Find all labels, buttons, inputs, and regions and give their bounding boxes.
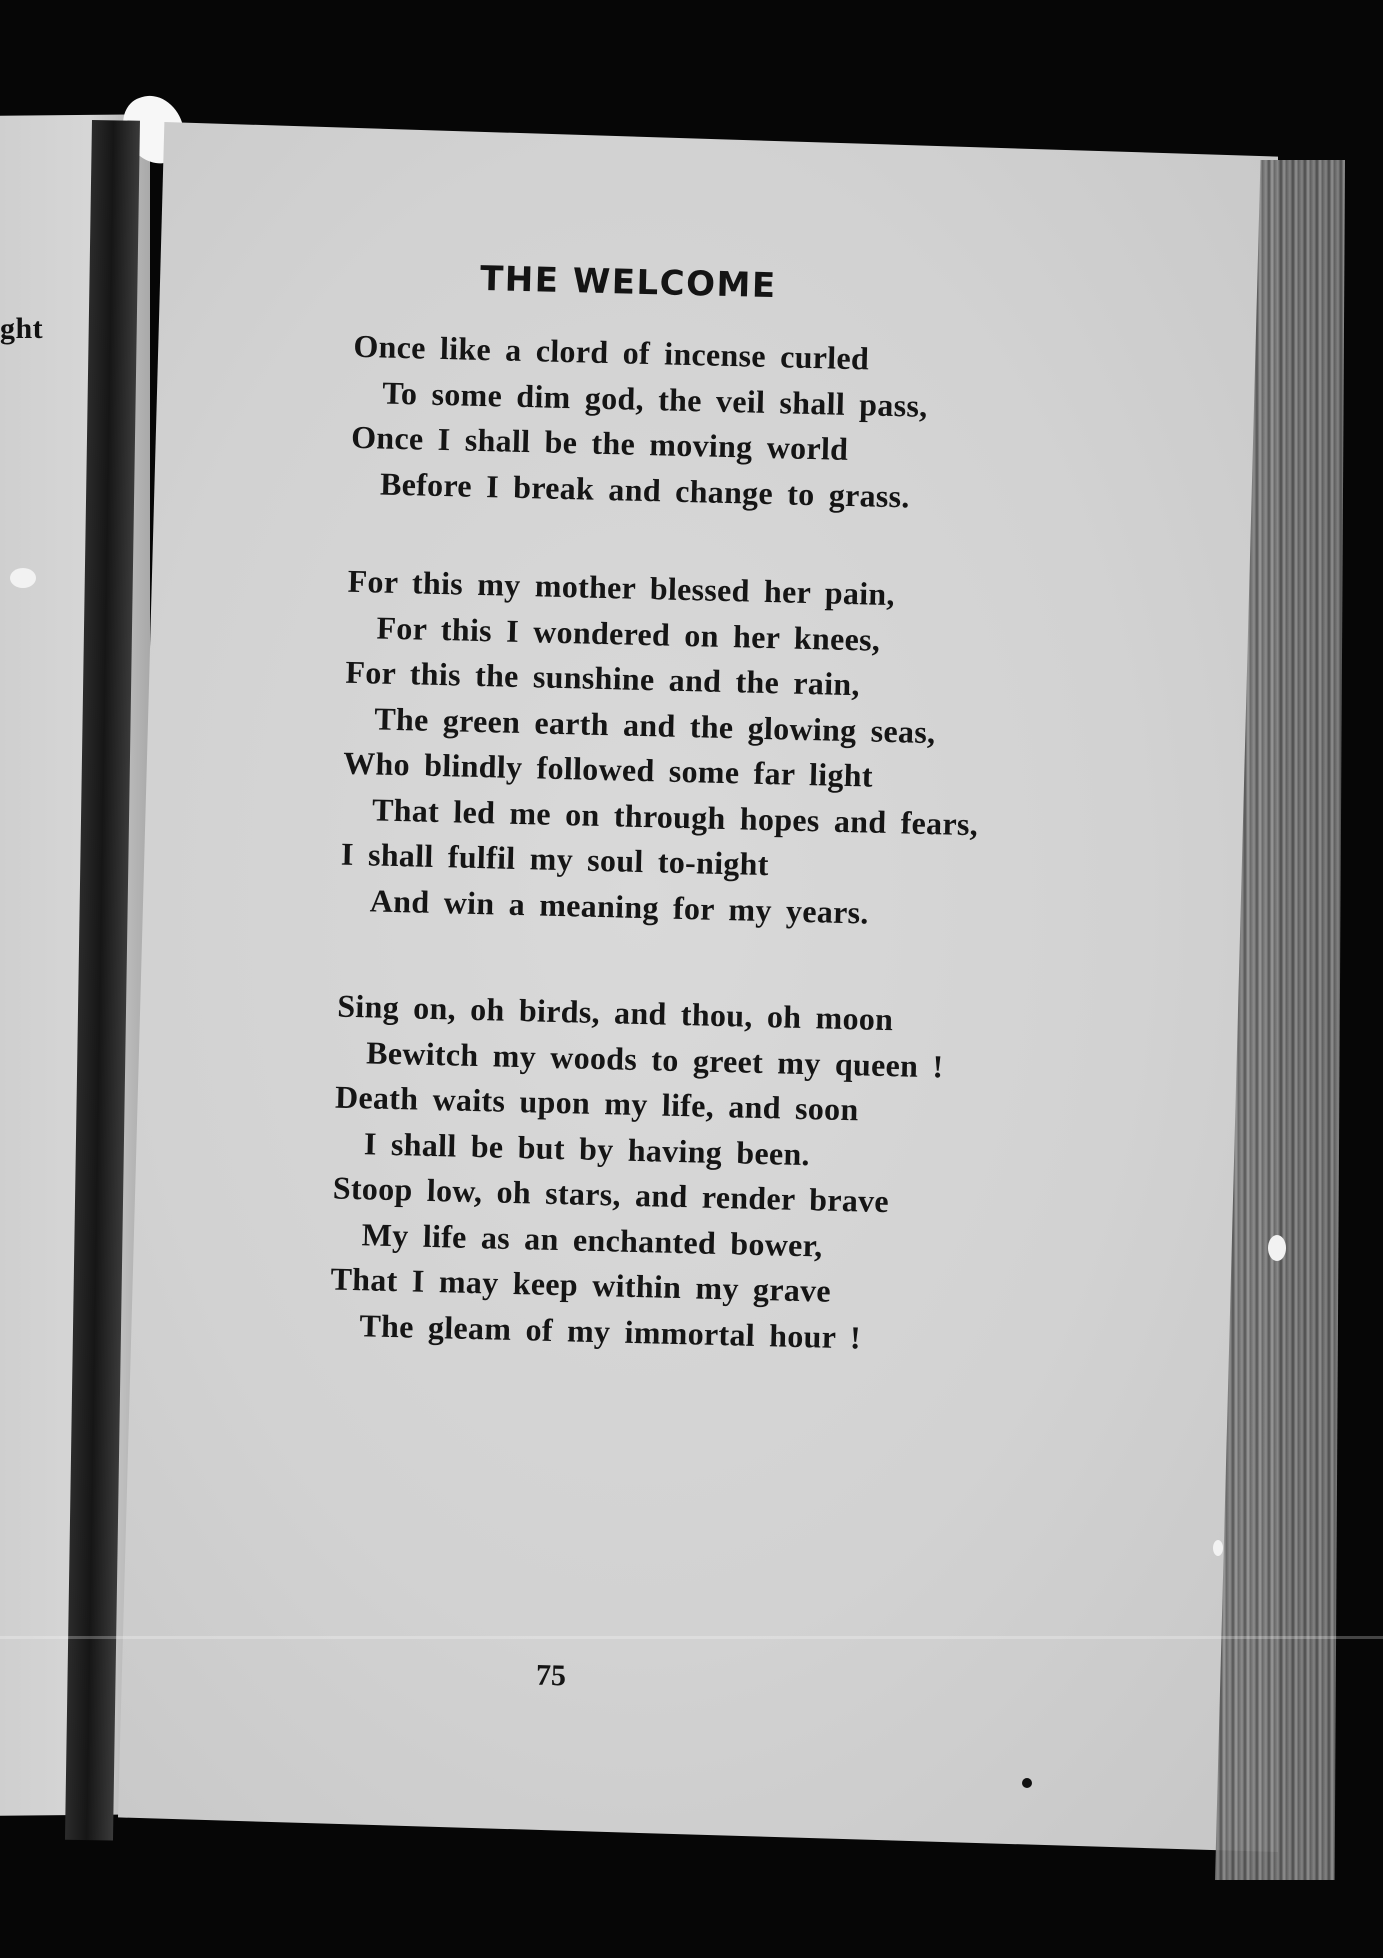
poem-line: Who blindly followed some far light (342, 744, 874, 794)
poem-line: That I may keep within my grave (330, 1260, 832, 1309)
poem-line: To some dim god, the veil shall pass, (381, 374, 928, 424)
page-number: 75 (535, 1658, 567, 1693)
poem-line: Bewitch my woods to greet my queen ! (365, 1033, 944, 1084)
poem-line: Once I shall be the moving world (350, 418, 849, 467)
poem-line: I shall be but by having been. (363, 1124, 811, 1172)
poem-line: Before I break and change to grass. (379, 465, 911, 514)
poem-line: I shall fulfil my soul to-night (340, 835, 770, 883)
scan-artifact-line (0, 1636, 1383, 1639)
dust-speck (1268, 1235, 1286, 1261)
poem-line: The gleam of my immortal hour ! (359, 1306, 862, 1356)
stanza-2 (339, 559, 984, 938)
ink-dot (1022, 1778, 1032, 1788)
poem-line: For this my mother blessed her pain, (347, 562, 896, 613)
dust-speck (1213, 1540, 1223, 1556)
poem-line: Stoop low, oh stars, and render brave (332, 1169, 890, 1220)
poem-line: Death waits upon my life, and soon (334, 1078, 860, 1128)
facing-page-text-fragment: ght (0, 312, 44, 345)
dust-speck (10, 568, 36, 588)
stanza-3 (329, 984, 945, 1363)
poem-line: The green earth and the glowing seas, (373, 699, 936, 750)
stanza-1 (350, 324, 930, 520)
poem-line: Once like a clord of incense curled (353, 327, 870, 377)
poem-line: For this the sunshine and the rain, (345, 653, 861, 703)
poem-line: Sing on, oh birds, and thou, oh moon (336, 987, 894, 1038)
poem-line: And win a meaning for my years. (369, 881, 870, 931)
poem-title: THE WELCOME (479, 258, 778, 307)
poem-line: For this I wondered on her knees, (376, 608, 881, 658)
poem-line: My life as an enchanted bower, (361, 1215, 823, 1264)
poem-line: That led me on through hopes and fears, (371, 790, 979, 842)
